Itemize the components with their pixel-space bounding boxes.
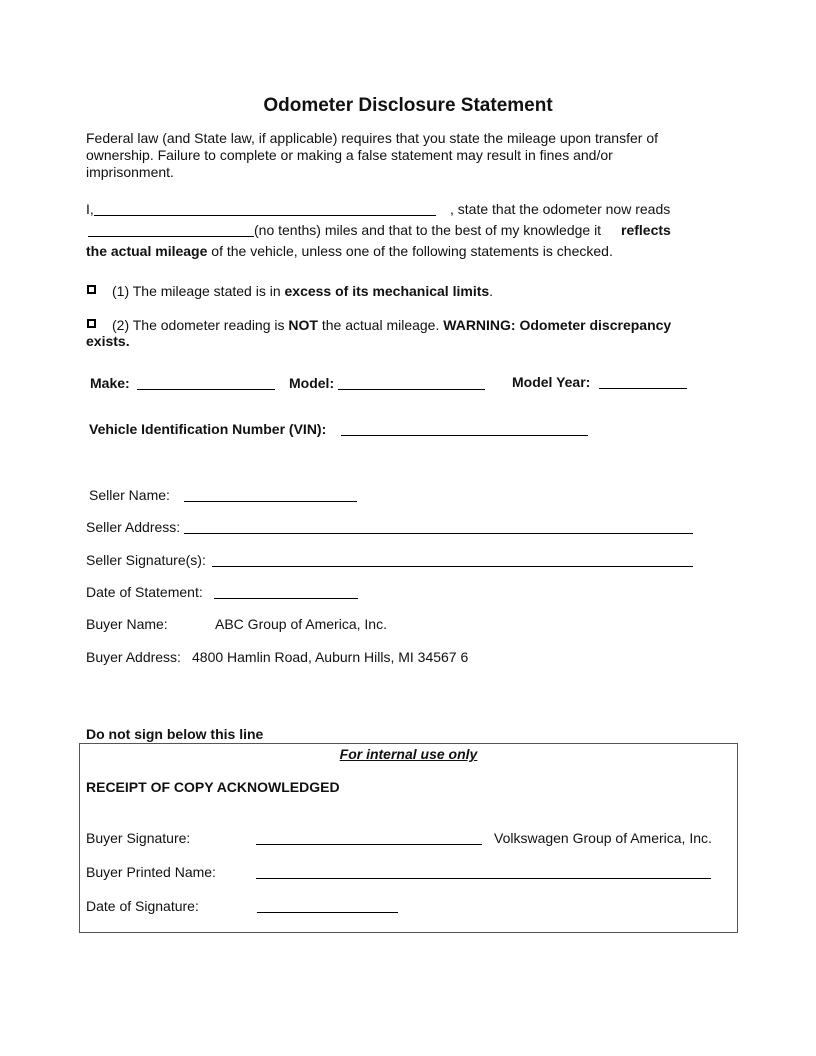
internal-use-heading: For internal use only xyxy=(339,746,478,762)
option-2-checkbox[interactable] xyxy=(87,319,96,328)
statement-no-tenths: (no tenths) miles and that to the best of my knowledge it xyxy=(254,222,602,238)
seller-name-field[interactable] xyxy=(184,501,357,502)
seller-signature-label: Seller Signature(s): xyxy=(86,552,206,568)
buyer-name-value: ABC Group of America, Inc. xyxy=(215,616,387,632)
seller-name-label: Seller Name: xyxy=(89,487,170,503)
seller-signature-field[interactable] xyxy=(212,566,693,567)
option-2-not: NOT xyxy=(288,317,318,333)
statement-line-3 xyxy=(86,243,613,259)
date-of-statement-field[interactable] xyxy=(214,598,358,599)
option-1-post: . xyxy=(489,283,494,299)
buyer-address-label: Buyer Address: xyxy=(86,649,181,665)
buyer-name-label: Buyer Name: xyxy=(86,616,168,632)
vin-field[interactable] xyxy=(341,435,588,436)
seller-address-field[interactable] xyxy=(184,533,693,534)
option-2-warning: WARNING: Odometer discrepancy xyxy=(443,317,672,333)
seller-address-label: Seller Address: xyxy=(86,519,181,535)
buyer-printed-name-label: Buyer Printed Name: xyxy=(86,864,216,880)
page-title: Odometer Disclosure Statement xyxy=(263,95,553,116)
buyer-address-value: 4800 Hamlin Road, Auburn Hills, MI 34567 6 xyxy=(192,649,469,665)
seller-name-statement-field[interactable] xyxy=(94,215,436,216)
do-not-sign-notice: Do not sign below this line xyxy=(86,726,264,742)
intro-line-1: Federal law (and State law, if applicable) requires that you state the mileage upon transfer of xyxy=(86,130,658,146)
statement-actual-mileage: the actual mileage xyxy=(86,243,208,259)
vin-label: Vehicle Identification Number (VIN): xyxy=(89,421,327,437)
buyer-signature-company: Volkswagen Group of America, Inc. xyxy=(494,830,712,846)
buyer-signature-label: Buyer Signature: xyxy=(86,830,191,846)
intro-line-3: imprisonment. xyxy=(86,164,174,180)
make-label: Make: xyxy=(90,375,130,391)
model-field[interactable] xyxy=(338,389,485,390)
make-field[interactable] xyxy=(137,389,275,390)
buyer-printed-name-field[interactable] xyxy=(256,878,711,879)
option-2-exists: exists. xyxy=(86,333,130,349)
option-2-pre: (2) The odometer reading is xyxy=(112,317,285,333)
option-2-mid: the actual mileage. xyxy=(321,317,440,333)
odometer-reading-field[interactable] xyxy=(88,236,254,237)
statement-state-reads: , state that the odometer now reads xyxy=(450,201,671,217)
receipt-acknowledged: RECEIPT OF COPY ACKNOWLEDGED xyxy=(86,779,340,795)
date-of-signature-field[interactable] xyxy=(257,912,398,913)
option-1-bold: excess of its mechanical limits xyxy=(284,283,490,299)
option-2-text xyxy=(112,317,671,333)
buyer-signature-field[interactable] xyxy=(256,844,482,845)
date-of-signature-label: Date of Signature: xyxy=(86,898,199,914)
date-of-statement-label: Date of Statement: xyxy=(86,584,203,600)
option-1-pre: (1) The mileage stated is in xyxy=(112,283,281,299)
model-year-label: Model Year: xyxy=(512,374,591,390)
statement-reflects: reflects xyxy=(621,222,671,238)
statement-i-prefix: I, xyxy=(86,201,94,217)
model-year-field[interactable] xyxy=(599,388,687,389)
statement-rest: of the vehicle, unless one of the following statements is checked. xyxy=(211,243,613,259)
intro-line-2: ownership. Failure to complete or making a false statement may result in fines and/or xyxy=(86,147,613,163)
option-1-checkbox[interactable] xyxy=(87,285,96,294)
option-1-text xyxy=(112,283,493,299)
model-label: Model: xyxy=(289,375,335,391)
